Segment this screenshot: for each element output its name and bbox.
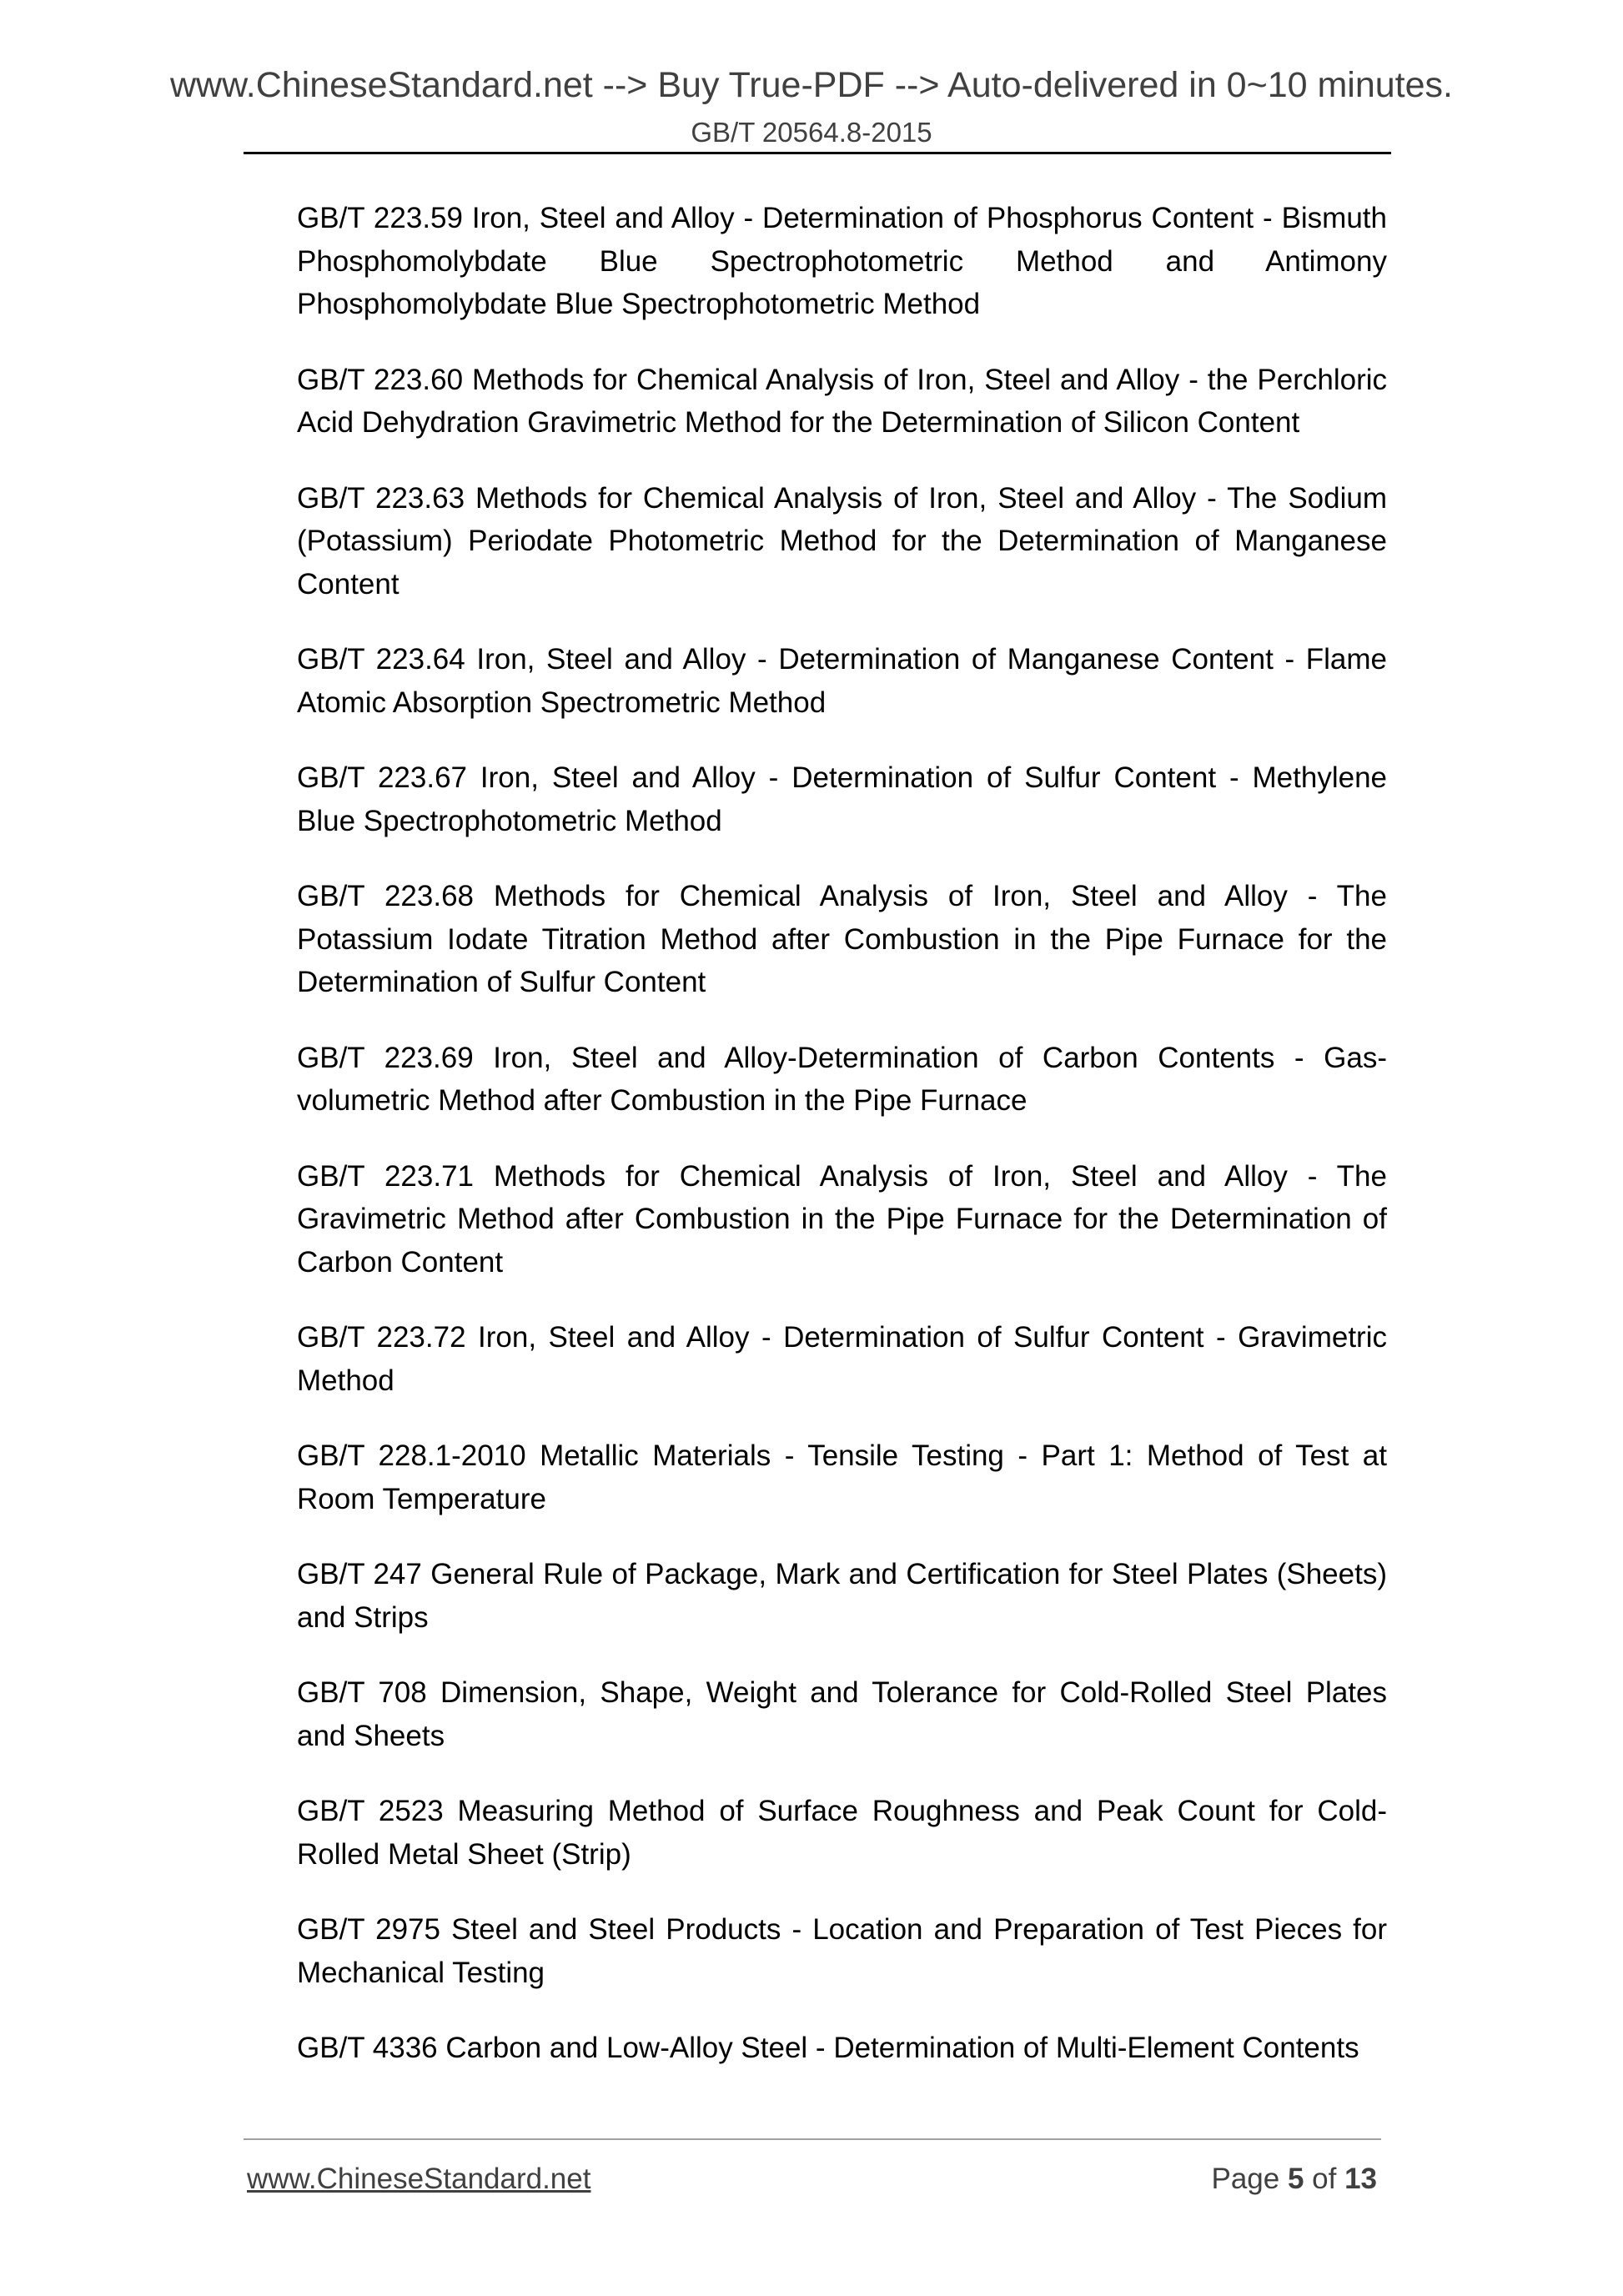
reference-item: GB/T 223.63 Methods for Chemical Analysis of Iron, Steel and Alloy - The Sodium (Potassium) Periodate Photometric Method for the Determination of Manganese Content	[297, 481, 1387, 600]
standard-number: GB/T 20564.8-2015	[691, 117, 932, 148]
reference-item: GB/T 223.68 Methods for Chemical Analysis of Iron, Steel and Alloy - The Potassium Iodate Titration Method after Combustion in the Pipe Furnace for the Determination of Sulfur Content	[297, 880, 1387, 998]
reference-list	[297, 197, 1387, 2103]
reference-item: GB/T 223.60 Methods for Chemical Analysis of Iron, Steel and Alloy - the Perchloric Acid Dehydration Gravimetric Method for the Determination of Silicon Content	[297, 363, 1387, 439]
page-total: 13	[1344, 2163, 1377, 2195]
reference-item: GB/T 2975 Steel and Steel Products - Location and Preparation of Test Pieces for Mechanical Testing	[297, 1913, 1387, 1989]
reference-item: GB/T 4336 Carbon and Low-Alloy Steel - Determination of Multi-Element Contents	[297, 2032, 1359, 2064]
reference-item: GB/T 708 Dimension, Shape, Weight and Tolerance for Cold-Rolled Steel Plates and Sheets	[297, 1676, 1387, 1752]
reference-item: GB/T 223.59 Iron, Steel and Alloy - Determination of Phosphorus Content - Bismuth Phosphomolybdate Blue Spectrophotometric Method and Antimony Phosphomolybdate Blue Spectrophotometric Method	[297, 202, 1387, 320]
header-banner: www.ChineseStandard.net --> Buy True-PDF --> Auto-delivered in 0~10 minutes.	[169, 65, 1453, 105]
reference-item: GB/T 228.1-2010 Metallic Materials - Tensile Testing - Part 1: Method of Test at Room Temperature	[297, 1439, 1387, 1515]
page-current: 5	[1287, 2163, 1304, 2195]
page-indicator	[1211, 2163, 1377, 2196]
reference-item: GB/T 223.67 Iron, Steel and Alloy - Determination of Sulfur Content - Methylene Blue Spectrophotometric Method	[297, 761, 1387, 837]
page-prefix: Page	[1211, 2163, 1288, 2195]
page-mid: of	[1304, 2163, 1345, 2195]
reference-item: GB/T 223.71 Methods for Chemical Analysis of Iron, Steel and Alloy - The Gravimetric Method after Combustion in the Pipe Furnace for the Determination of Carbon Content	[297, 1159, 1387, 1279]
reference-item: GB/T 223.72 Iron, Steel and Alloy - Determination of Sulfur Content - Gravimetric Method	[297, 1321, 1387, 1397]
footer-website-link[interactable]: www.ChineseStandard.net	[247, 2163, 591, 2195]
reference-item: GB/T 247 General Rule of Package, Mark and Certification for Steel Plates (Sheets) and Strips	[297, 1558, 1387, 1634]
reference-item: GB/T 223.64 Iron, Steel and Alloy - Determination of Manganese Content - Flame Atomic Absorption Spectrometric Method	[297, 643, 1387, 719]
footer-divider	[244, 2138, 1381, 2140]
reference-item: GB/T 2523 Measuring Method of Surface Roughness and Peak Count for Cold-Rolled Metal Sheet (Strip)	[297, 1795, 1387, 1871]
reference-item: GB/T 223.69 Iron, Steel and Alloy-Determination of Carbon Contents - Gas-volumetric Method after Combustion in the Pipe Furnace	[297, 1041, 1387, 1117]
header-divider	[244, 152, 1391, 154]
